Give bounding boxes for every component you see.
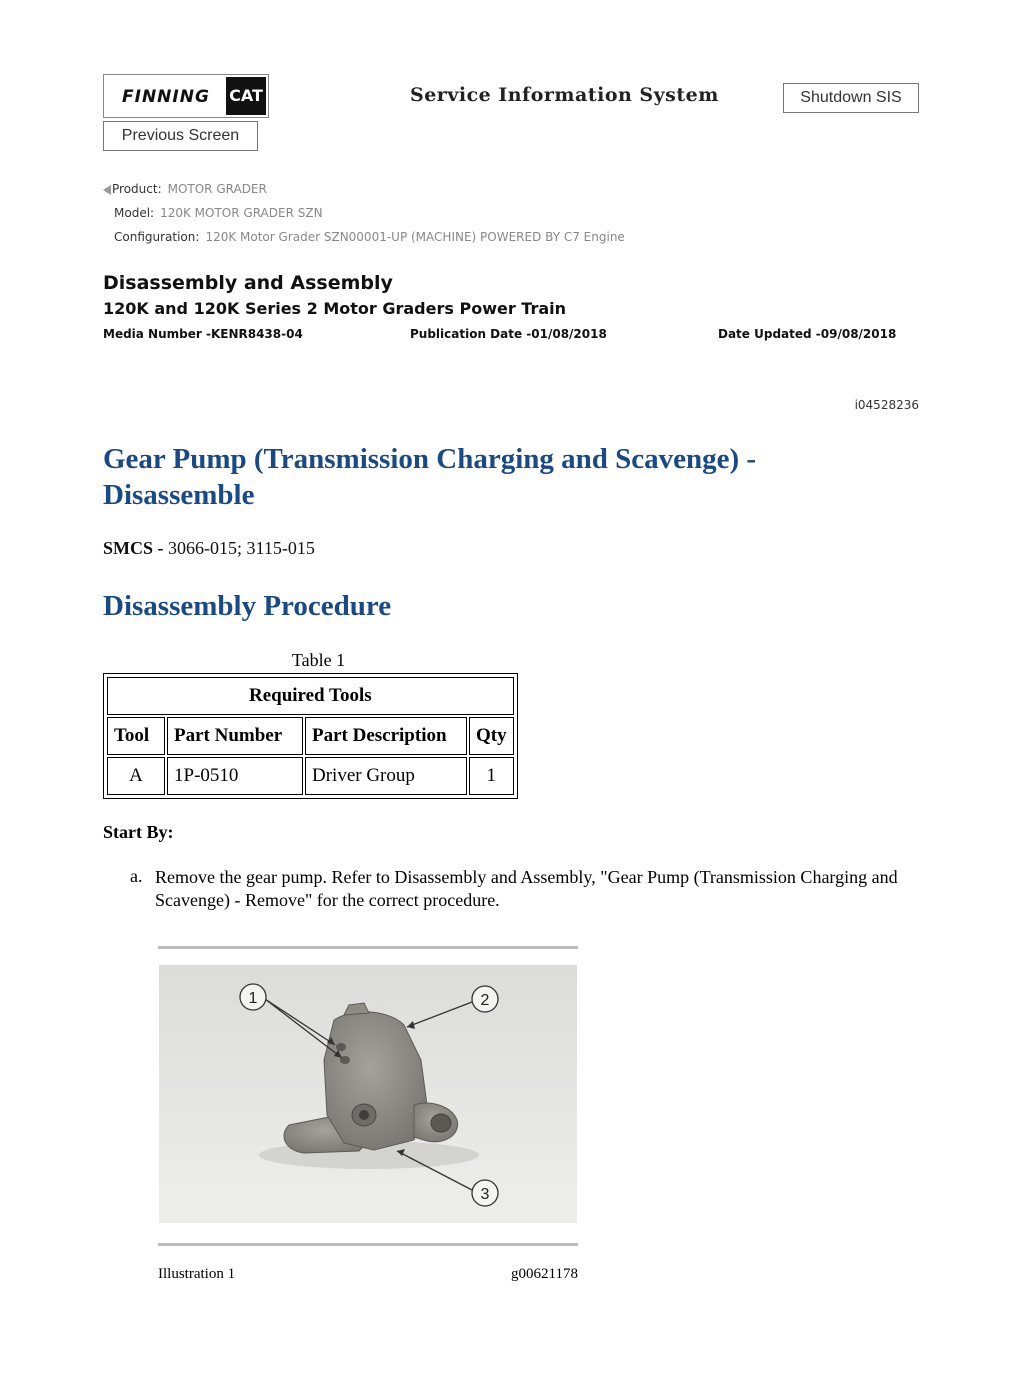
- illustration-bottom-rule: [158, 1243, 578, 1246]
- step-text: Remove the gear pump. Refer to Disassembly and Assembly, "Gear Pump (Transmission Charging and Scavenge) - Remove" for the correct procedure.: [155, 867, 898, 910]
- table-header-row: [107, 717, 514, 755]
- header-qty: Qty: [469, 717, 514, 755]
- date-updated: Date Updated -09/08/2018: [718, 327, 897, 341]
- document-title: Disassembly and Assembly: [103, 272, 393, 294]
- model-value: 120K MOTOR GRADER SZN: [160, 206, 323, 220]
- product-value: MOTOR GRADER: [167, 182, 267, 196]
- configuration-line: [114, 230, 625, 244]
- gear-pump-drawing: [159, 965, 577, 1223]
- callout-3: [472, 1180, 498, 1206]
- finning-logo-text: FINNING: [122, 87, 210, 107]
- cell-part-description: Driver Group: [305, 757, 467, 795]
- document-id: i04528236: [854, 398, 919, 412]
- header-part-number: Part Number: [167, 717, 303, 755]
- callout-3-label: 3: [480, 1186, 490, 1203]
- system-title: Service Information System: [410, 84, 719, 106]
- callout-1-label: 1: [248, 990, 258, 1007]
- callout-2: [472, 986, 498, 1012]
- publication-date: Publication Date -01/08/2018: [410, 327, 607, 341]
- callout-1: [240, 984, 266, 1010]
- previous-screen-button[interactable]: Previous Screen: [103, 121, 258, 151]
- section-heading: Gear Pump (Transmission Charging and Scavenge) - Disassemble: [103, 443, 757, 511]
- model-line: [114, 206, 323, 220]
- procedure-heading: Disassembly Procedure: [103, 590, 392, 622]
- callout-2-label: 2: [480, 992, 490, 1009]
- start-by-label: Start By:: [103, 822, 174, 842]
- product-label: Product:: [112, 182, 162, 196]
- illustration-caption: Illustration 1: [158, 1266, 236, 1282]
- header-tool: Tool: [107, 717, 165, 755]
- smcs-value: 3066-015; 3115-015: [168, 538, 315, 558]
- cell-tool: A: [107, 757, 165, 795]
- shutdown-sis-button[interactable]: Shutdown SIS: [783, 83, 919, 113]
- model-label: Model:: [114, 206, 155, 220]
- smcs-line: [103, 538, 315, 559]
- finning-cat-logo: [103, 74, 269, 118]
- step-letter: a.: [130, 866, 143, 886]
- cell-part-number: 1P-0510: [167, 757, 303, 795]
- table-caption: Table 1: [291, 650, 346, 670]
- gear-pump-illustration: [159, 965, 577, 1223]
- back-arrow-icon[interactable]: [103, 185, 111, 195]
- configuration-label: Configuration:: [114, 230, 200, 244]
- configuration-value: 120K Motor Grader SZN00001-UP (MACHINE) POWERED BY C7 Engine: [205, 230, 625, 244]
- document-subtitle: 120K and 120K Series 2 Motor Graders Power Train: [103, 299, 566, 318]
- media-number: Media Number -KENR8438-04: [103, 327, 303, 341]
- product-line: [103, 182, 267, 196]
- smcs-label: SMCS -: [103, 538, 164, 558]
- table-title: Required Tools: [107, 677, 514, 715]
- header-part-description: Part Description: [305, 717, 467, 755]
- table-row: [107, 757, 514, 795]
- cat-logo-text: CAT: [226, 77, 266, 115]
- illustration-top-rule: [158, 946, 578, 949]
- required-tools-table: [103, 673, 518, 799]
- illustration-ref: g00621178: [511, 1266, 578, 1282]
- cell-qty: 1: [469, 757, 514, 795]
